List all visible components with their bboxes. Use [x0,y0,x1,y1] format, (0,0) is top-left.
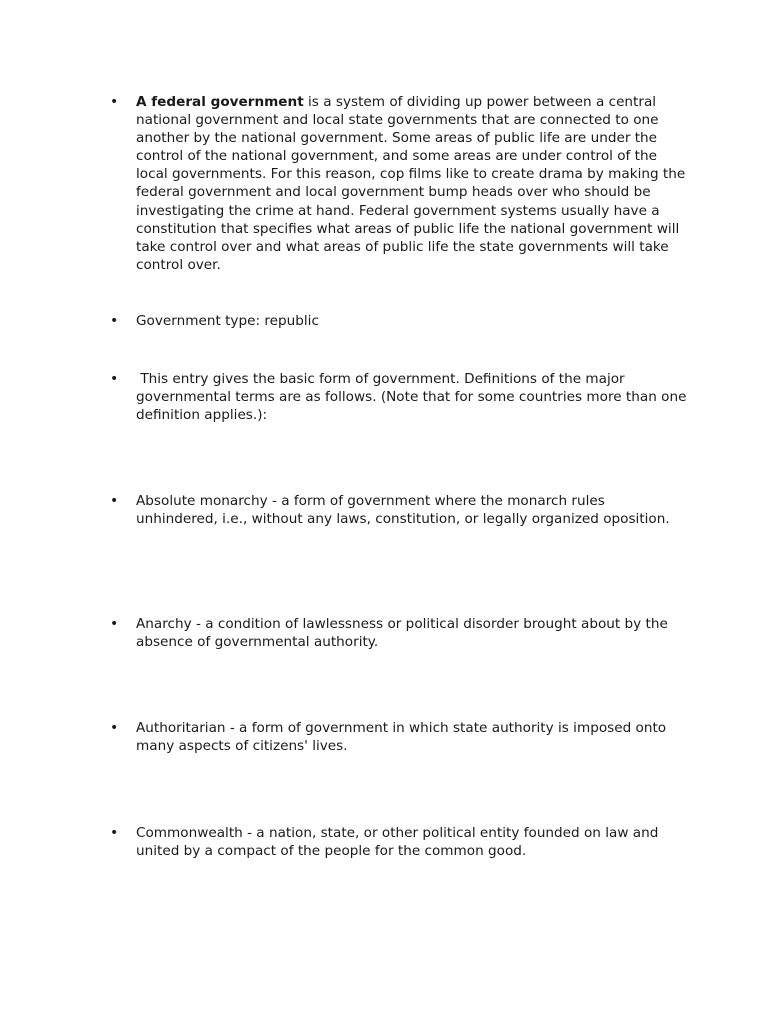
list-item-text [136,93,690,274]
list-item-text: This entry gives the basic form of government. Definitions of the major governmental terms are as follows. (Note that for some countries more than one definition applies.): [136,371,691,424]
list-item-commonwealth [110,824,690,860]
bullet-icon: • [110,825,119,841]
list-item-text: Commonwealth - a nation, state, or other political entity founded on law and united by a compact of the people for the common good. [136,825,659,860]
list-item-text: Authoritarian - a form of government in which state authority is imposed onto many aspects of citizens' lives. [136,720,667,755]
bullet-icon: • [110,371,119,387]
list-item-text: Anarchy - a condition of lawlessness or political disorder brought about by the absence of governmental authority. [136,616,668,651]
bullet-icon: • [110,720,119,736]
list-item-text: Absolute monarchy - a form of government where the monarch rules unhindered, i.e., without any laws, constitution, or legally organized oposition. [136,493,670,528]
list-item-absolute-monarchy [110,492,690,528]
list-item-federal-government [110,93,690,274]
list-item-text: Government type: republic [136,313,319,329]
bullet-icon: • [110,616,119,632]
term-bold: A federal government [136,94,304,110]
bullet-icon: • [110,493,119,509]
bullet-icon: • [110,94,119,110]
list-item-entry-description [110,370,690,424]
term-definition: is a system of dividing up power between a central national government and local state governments that are connected to one another by the national government. Some areas of public life are under the control of the national government, and some areas are under control of the local governments. For this reason, cop films like to create drama by making the federal government and local government bump heads over who should be investigating the crime at hand. Federal government systems usually have a constitution that specifies what areas of public life the national government will take control over and what areas of public life the state governments will take control over. [136,94,686,273]
list-item-authoritarian [110,719,690,755]
list-item-anarchy [110,615,690,651]
bullet-icon: • [110,313,119,329]
list-item-government-type [110,312,690,330]
